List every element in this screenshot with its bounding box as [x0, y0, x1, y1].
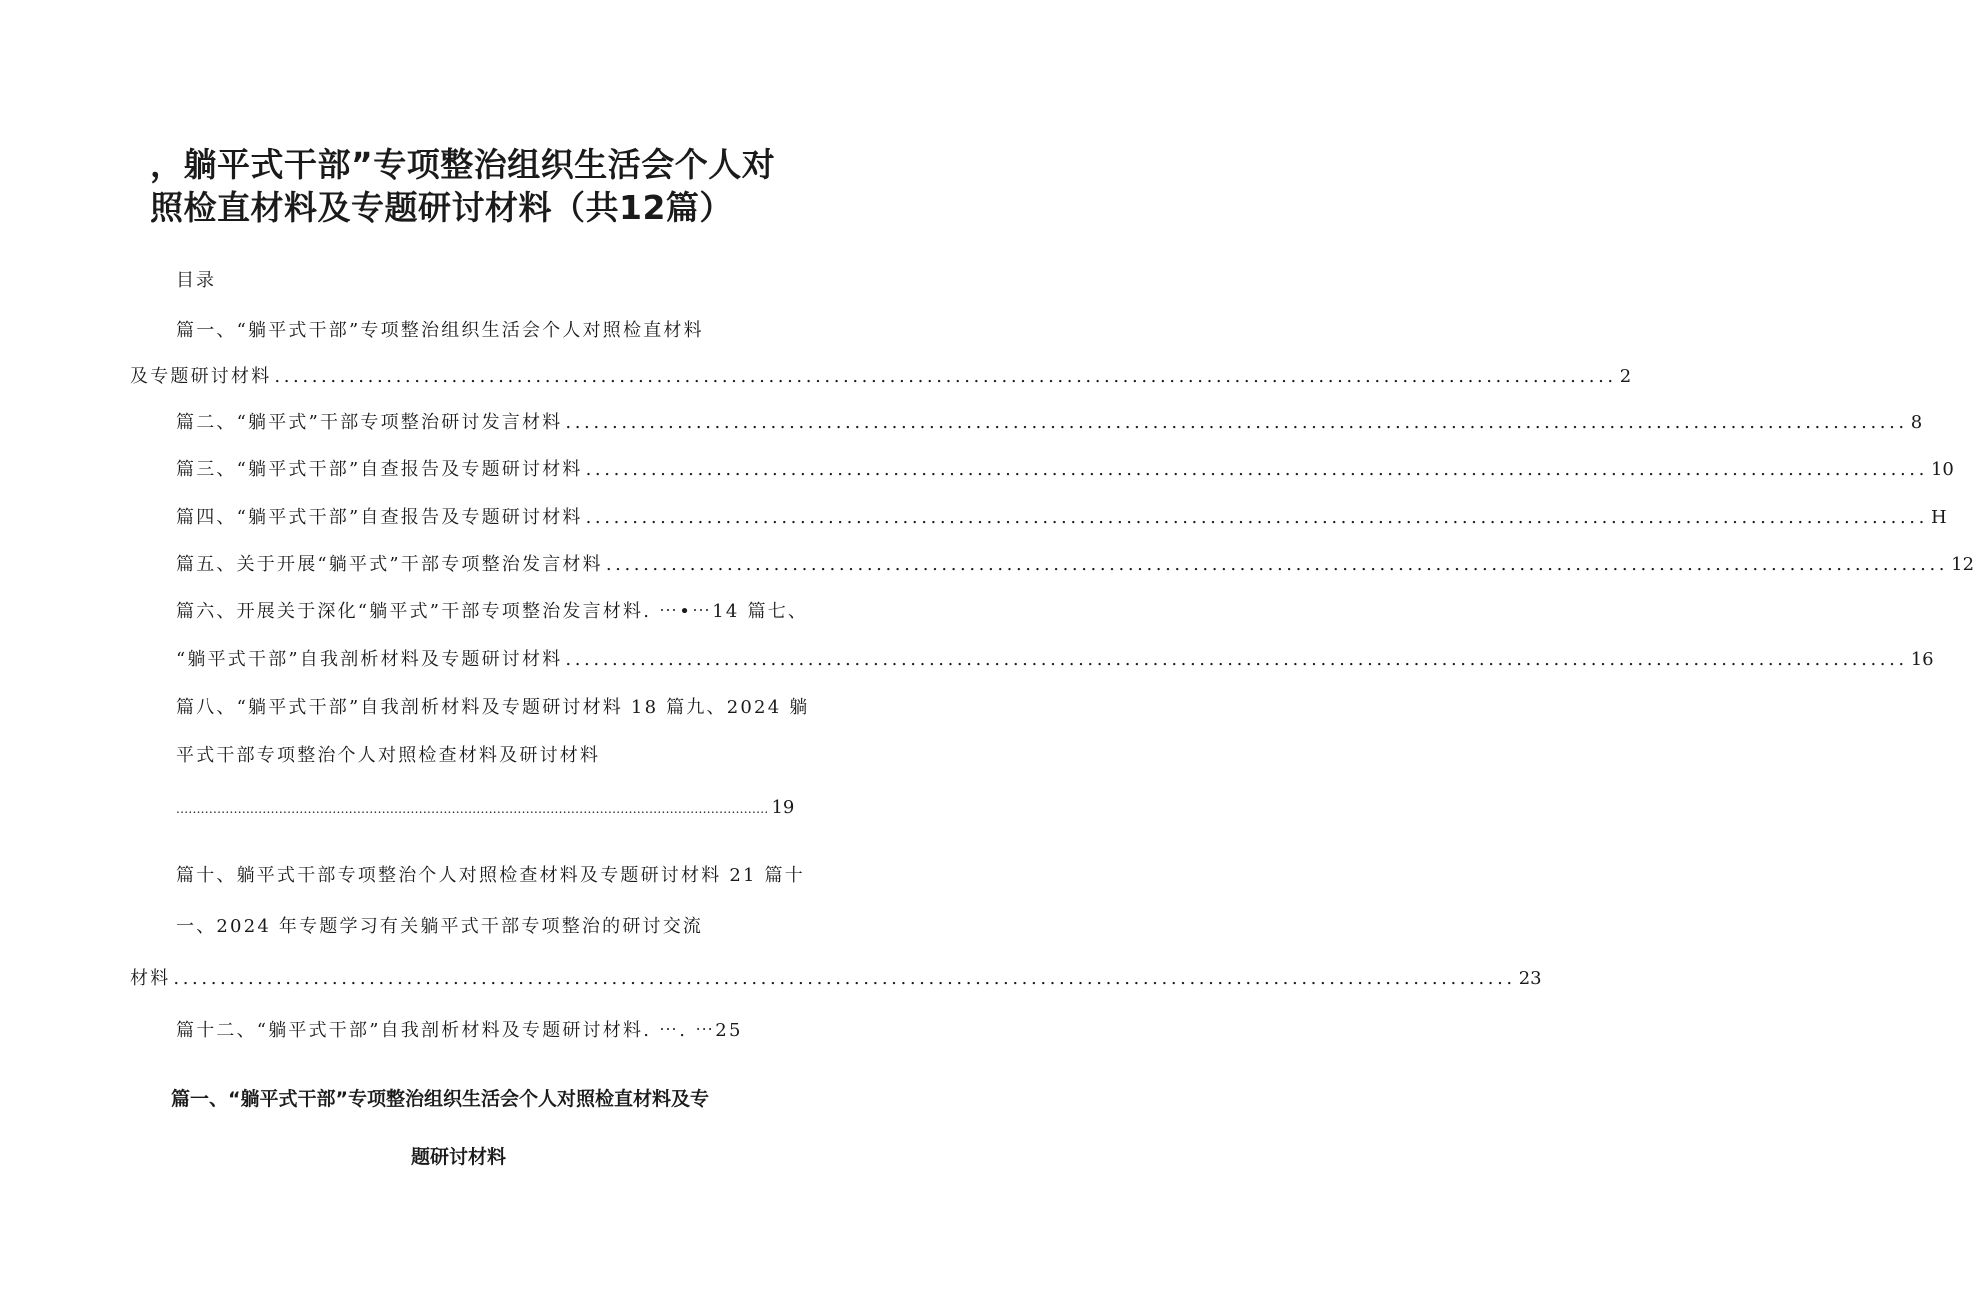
toc-entry-11-line-2[interactable]: 一、2024 年专题学习有关躺平式干部专项整治的研讨交流 — [176, 916, 704, 937]
toc-entry-11-line-3[interactable] — [130, 966, 1542, 992]
section-title-line-1: 篇一、“躺平式干部”专项整治组织生活会个人对照检直材料及专 — [171, 1088, 709, 1110]
document-title-line-2: 照检直材料及专题研讨材料（共12篇） — [150, 188, 733, 227]
toc-entry-4[interactable] — [176, 505, 1947, 531]
toc-entry-text: 篇二、“躺平式”干部专项整治研讨发言材料 — [176, 412, 563, 433]
toc-leader-dots: ................................................................................................................................................ — [274, 366, 1617, 387]
toc-entry-1-line-1[interactable]: 篇一、“躺平式干部”专项整治组织生活会个人对照检直材料 — [176, 320, 704, 341]
toc-entry-text: 及专题研讨材料 — [130, 366, 272, 387]
toc-entry-7[interactable] — [176, 647, 1934, 673]
toc-page-number: H — [1930, 507, 1947, 528]
toc-page-number: 12 — [1951, 554, 1974, 575]
toc-entry-12[interactable]: 篇十二、“躺平式干部”自我剖析材料及专题研讨材料. ⋯. ⋯25 — [176, 1020, 743, 1041]
toc-page-number: 16 — [1910, 649, 1934, 670]
toc-page-number: 19 — [771, 797, 795, 818]
toc-entry-8-9[interactable]: 篇八、“躺平式干部”自我剖析材料及专题研讨材料 18 篇九、2024 躺 — [176, 697, 810, 718]
toc-leader-dots: ................................................................................................................................................ — [176, 802, 769, 816]
toc-page-number: 10 — [1930, 459, 1954, 480]
toc-page-number: 8 — [1910, 412, 1923, 433]
toc-entry-3[interactable] — [176, 457, 1954, 483]
toc-leader-dots: ................................................................................................................................................ — [173, 968, 1516, 989]
toc-entry-text: 材料 — [130, 968, 171, 989]
toc-entry-2[interactable] — [176, 410, 1923, 436]
toc-leader-dots: ................................................................................................................................................ — [565, 649, 1908, 670]
toc-entry-1-line-2[interactable] — [130, 364, 1632, 390]
section-title-line-2: 题研讨材料 — [411, 1146, 507, 1168]
document-title-line-1: ，躺平式干部”专项整治组织生活会个人对 — [150, 145, 776, 184]
toc-leader-dots: ................................................................................................................................................ — [585, 507, 1928, 528]
toc-leader-dots: ................................................................................................................................................ — [565, 412, 1908, 433]
toc-entry-10-11[interactable]: 篇十、躺平式干部专项整治个人对照检查材料及专题研讨材料 21 篇十 — [176, 865, 805, 886]
toc-entry-text: “躺平式干部”自我剖析材料及专题研讨材料 — [176, 649, 563, 670]
toc-entry-6-7[interactable]: 篇六、开展关于深化“躺平式”干部专项整治发言材料. ⋯•⋯14 篇七、 — [176, 601, 809, 622]
toc-entry-9-line-2[interactable]: 平式干部专项整治个人对照检查材料及研讨材料 — [176, 745, 601, 766]
toc-entry-5[interactable] — [176, 552, 1974, 578]
toc-entry-9-page-line[interactable] — [176, 795, 795, 822]
toc-leader-dots: ................................................................................................................................................ — [605, 554, 1949, 575]
toc-page-number: 23 — [1518, 968, 1542, 989]
toc-entry-text: 篇五、关于开展“躺平式”干部专项整治发言材料 — [176, 554, 603, 575]
toc-leader-dots: ................................................................................................................................................ — [585, 459, 1928, 480]
toc-entry-text: 篇三、“躺平式干部”自查报告及专题研讨材料 — [176, 459, 583, 480]
toc-heading: 目录 — [176, 270, 216, 291]
toc-page-number: 2 — [1619, 366, 1632, 387]
toc-entry-text: 篇四、“躺平式干部”自查报告及专题研讨材料 — [176, 507, 583, 528]
